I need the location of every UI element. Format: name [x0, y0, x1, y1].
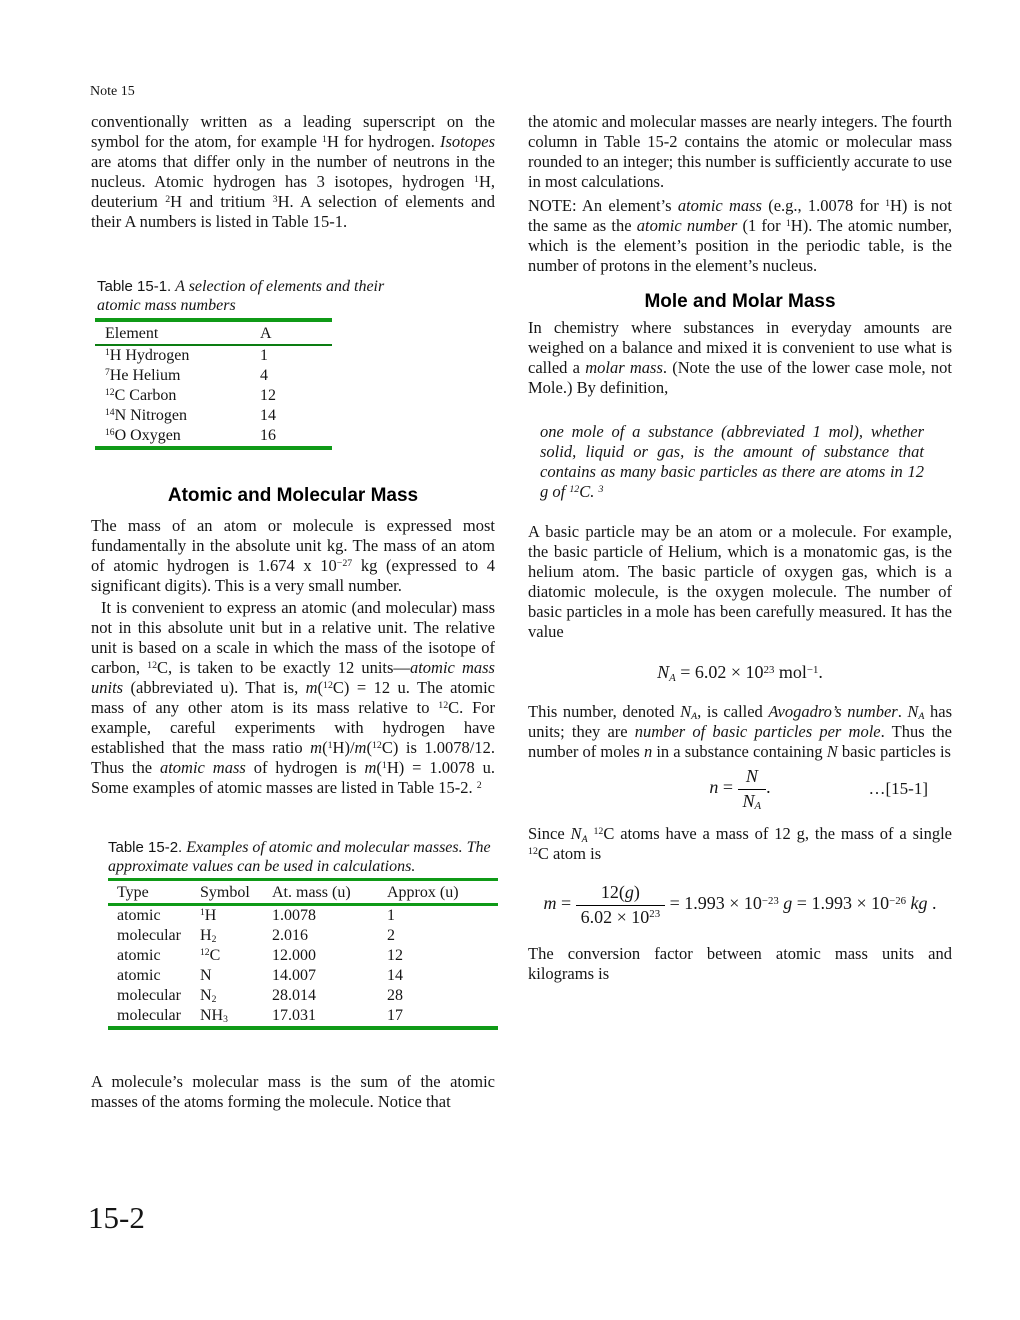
table-15-2-label: Table 15-2. [108, 839, 183, 856]
table-15-1-header-row [95, 320, 332, 345]
table-row [108, 966, 498, 986]
table-cell: 2 [387, 927, 395, 944]
table-cell: N [200, 967, 212, 984]
table-cell: $NH_3$ [200, 1007, 228, 1026]
table-15-2 [108, 878, 498, 1030]
table-cell: 1 [260, 347, 268, 364]
table-row [108, 986, 498, 1006]
table-cell: 14 [260, 407, 276, 424]
table-cell: 14.007 [272, 967, 316, 984]
note-header: Note 15 [90, 84, 135, 99]
table-15-2-caption [108, 838, 500, 876]
mole-paragraph: In chemistry where substances in everyday amounts are weighed on a balance and mixed it is convenient to use what is called a molar mass. (Note the use of the lower case mole, not Mole.) By definition, [528, 318, 952, 397]
table-row [95, 406, 332, 426]
column-header: Type [108, 880, 200, 905]
mass-paragraph-2: It is convenient to express an atomic (and molecular) mass not in this absolute unit but in a relative unit. The relative unit is based on a scale in which the mass of the isotope of carbon, $^{12}$C, is taken to be exactly 12 units—atomic mass units (abbreviated u). That is, m($^{12}$C) = 12 u. The atomic mass of any other atom is its mass relative to $^{12}$C. For example, careful experiments with hydrogen have established that the mass ratio m($^1$H)/m($^{12}$C) is 1.0078/12. Thus the atomic mass of hydrogen is m($^1$H) = 1.0078 u. Some examples of atomic masses are listed in Table 15-2. $^2$ [91, 598, 496, 797]
table-row [108, 946, 498, 966]
table-cell: 4 [260, 367, 268, 384]
table-cell: 28 [387, 987, 403, 1004]
table-15-2-body [108, 905, 498, 1029]
moles-equation-row [528, 766, 952, 812]
molecular-mass-paragraph: A molecule’s molecular mass is the sum of the atomic masses of the atoms forming the molecule. Notice that [91, 1072, 495, 1111]
avogadro-number-equation: $N_A = 6.02 \times 10^{23}$ mol$^{-1}$. [657, 662, 823, 684]
carbon-mass-equation: m = $\frac{12(g)}{6.02 \times 10^{23}}$ = $1.993 \times 10^{-23}$ $g = 1.993 \times 10^{-26}$ kg . [543, 882, 937, 927]
column-header: A [260, 320, 332, 345]
basic-particle-paragraph: A basic particle may be an atom or a molecule. For example, the basic particle of Helium, which is a monatomic gas, is the helium atom. The basic particle of oxygen gas, which is a diatomic molecule, is the oxygen molecule. The number of basic particles in a mole has been carefully measured. It has the value [528, 522, 952, 641]
column-header: Element [95, 320, 260, 345]
table-15-2-caption-text: Examples of atomic and molecular masses. The approximate values can be used in calculations. [108, 839, 491, 875]
right-column [528, 112, 952, 984]
page-number: 15-2 [88, 1200, 145, 1235]
table-cell: atomic [117, 907, 161, 924]
table-15-1 [95, 318, 332, 450]
table-cell: $H_2$ [200, 927, 217, 946]
table-cell: molecular [117, 927, 181, 944]
heading-mole-and-molar-mass: Mole and Molar Mass [644, 291, 836, 312]
column-header: Approx (u) [387, 880, 498, 905]
table-15-1-label: Table 15-1. [97, 278, 172, 295]
table-cell: 12 [387, 947, 403, 964]
table-cell: $^7$He Helium [105, 367, 181, 384]
table-row [95, 366, 332, 386]
table-cell: $^{12}$C Carbon [105, 387, 177, 404]
table-cell: $^1$H [200, 907, 217, 924]
table-cell: 17 [387, 1007, 403, 1024]
table-cell: 12.000 [272, 947, 316, 964]
table-cell: 1.0078 [272, 907, 316, 924]
intro-paragraph: conventionally written as a leading superscript on the symbol for the atom, for example $^1$H for hydrogen. Isotopes are atoms that differ only in the number of neutrons in the nucleus. Atomic hydrogen has 3 isotopes, hydrogen $^1$H, deuterium $^2$H and tritium $^3$H. A selection of elements and their A numbers is listed in Table 15-1. [91, 112, 495, 231]
since-paragraph: Since $N_A$ $^{12}$C atoms have a mass of 12 g, the mass of a single $^{12}$C atom is [528, 824, 952, 864]
mass-paragraph-1: The mass of an atom or molecule is expressed most fundamentally in the absolute unit kg. The mass of an atom of atomic hydrogen is 1.674 x $10^{-27}$ kg (expressed to 4 significant digits). This is a very small number. [91, 516, 495, 595]
table-15-1-body [95, 345, 332, 448]
mole-definition-quote: one mole of a substance (abbreviated 1 mol), whether solid, liquid or gas, is the amount of substance that contains as many basic particles as there are atoms in 12 g of $^{12}$C. $^3$ [540, 422, 924, 501]
left-column [91, 112, 495, 1112]
table-row [95, 345, 332, 366]
table-cell: 28.014 [272, 987, 316, 1004]
table-row [108, 1006, 498, 1028]
table-15-2-header-row [108, 880, 498, 905]
table-cell: $^{16}$O Oxygen [105, 427, 181, 444]
table-row [95, 426, 332, 448]
integers-paragraph: the atomic and molecular masses are nearly integers. The fourth column in Table 15-2 contains the atomic or molecular mass rounded to an integer; this number is sufficiently accurate to use in most calculations. [528, 112, 952, 191]
table-row [108, 926, 498, 946]
column-header: Symbol [200, 880, 272, 905]
note-paragraph: NOTE: An element’s atomic mass (e.g., 1.0078 for $^1$H) is not the same as the atomic number (1 for $^1$H). The atomic number, which is the element’s position in the periodic table, is the number of protons in the element’s nucleus. [528, 196, 953, 275]
column-header: At. mass (u) [272, 880, 387, 905]
table-cell: 14 [387, 967, 403, 984]
table-15-1-caption [97, 277, 427, 315]
table-cell: atomic [117, 967, 161, 984]
table-row [95, 386, 332, 406]
table-cell: atomic [117, 947, 161, 964]
table-15-1-caption-text: A selection of elements and their atomic mass numbers [97, 278, 385, 314]
table-cell: 1 [387, 907, 395, 924]
table-cell: $^{14}$N Nitrogen [105, 407, 188, 424]
table-cell: $^1$H Hydrogen [105, 347, 190, 364]
table-cell: 17.031 [272, 1007, 316, 1024]
table-cell: molecular [117, 1007, 181, 1024]
table-cell: $N_2$ [200, 987, 217, 1006]
equation-label-15-1: …[15-1] [868, 779, 928, 799]
table-row [108, 905, 498, 927]
table-cell: $^{12}$C [200, 947, 221, 964]
moles-equation: n = $\frac{N}{N_A}$ . [709, 766, 771, 813]
table-cell: 12 [260, 387, 276, 404]
avogadro-paragraph: This number, denoted $N_A$, is called Avogadro’s number. $N_A$ has units; they are number of basic particles per mole. Thus the number of moles n in a substance containing N basic particles is [528, 702, 952, 761]
table-cell: molecular [117, 987, 181, 1004]
conversion-paragraph: The conversion factor between atomic mass units and kilograms is [528, 944, 952, 984]
heading-atomic-and-molecular-mass: Atomic and Molecular Mass [167, 485, 419, 506]
table-cell: 2.016 [272, 927, 308, 944]
table-cell: 16 [260, 427, 276, 444]
